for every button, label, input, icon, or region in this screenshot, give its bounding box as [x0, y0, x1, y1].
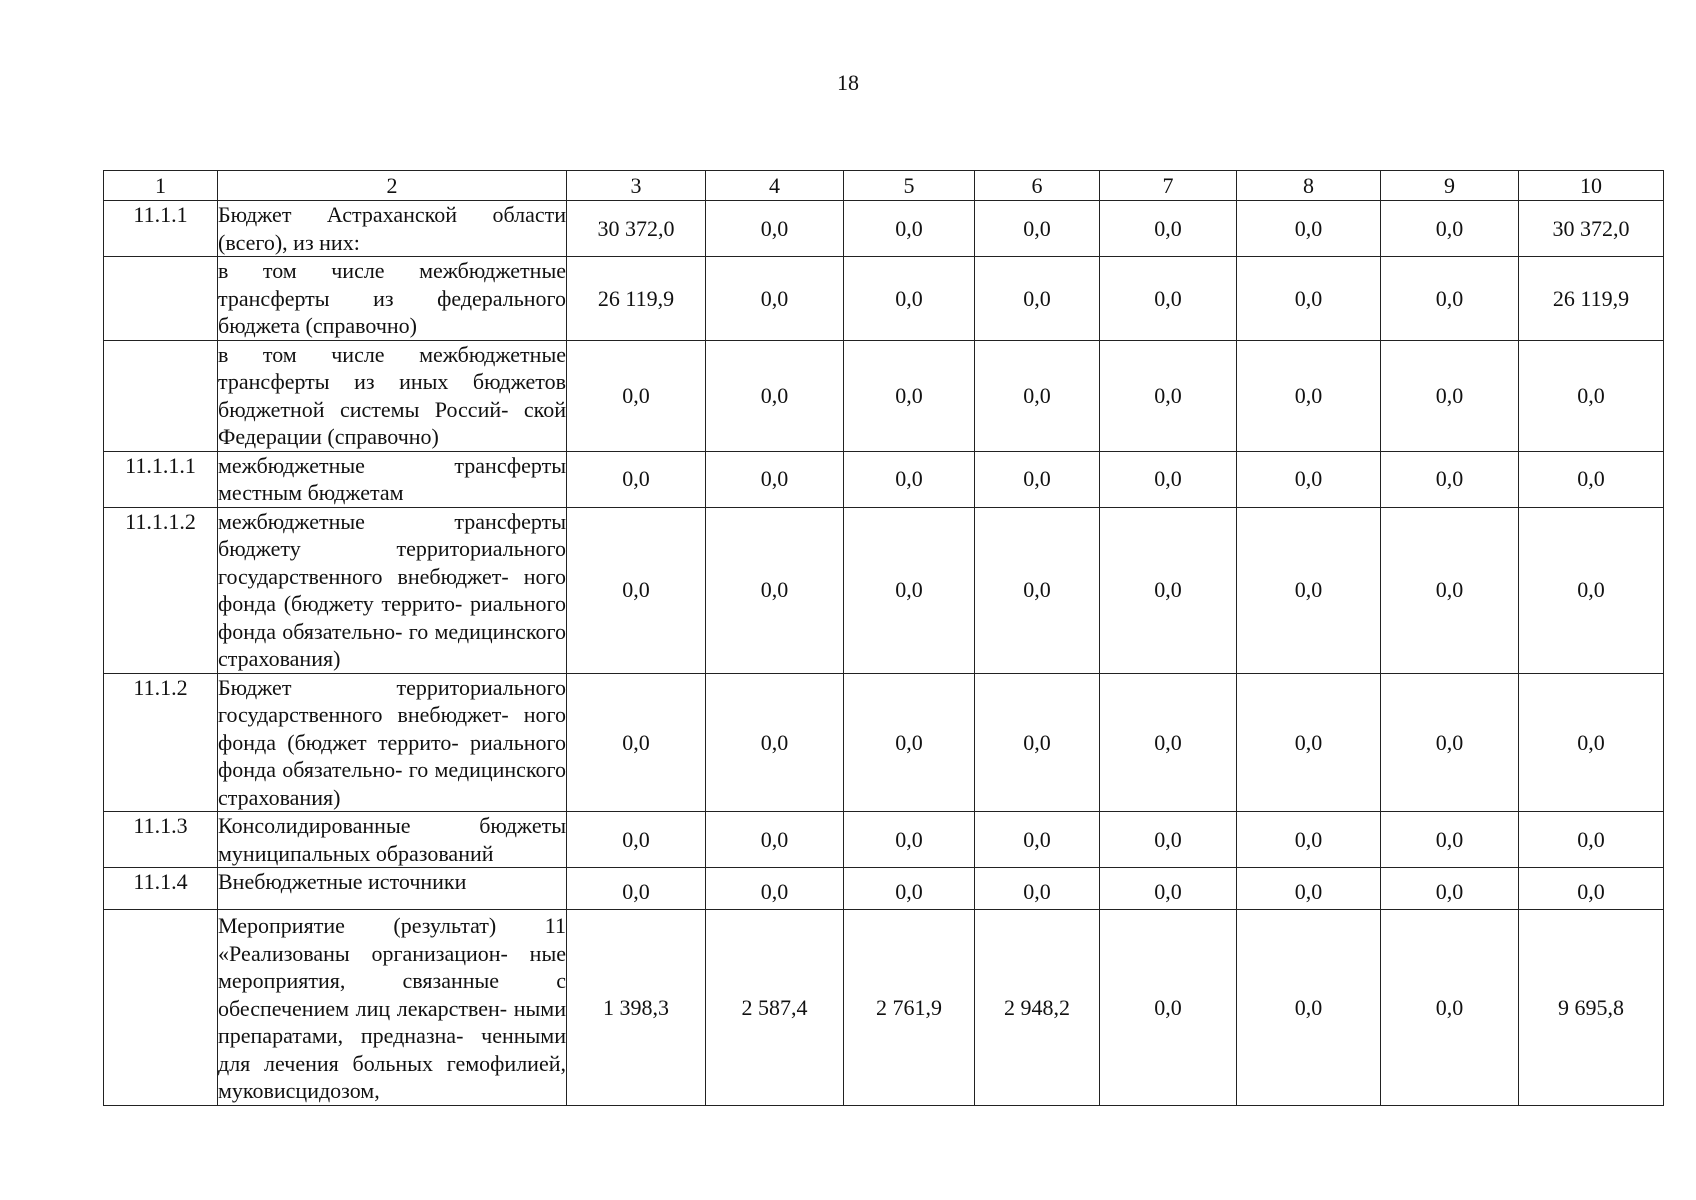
table-row [104, 673, 1664, 812]
cell-value: 0,0 [1381, 910, 1519, 1106]
cell-value: 0,0 [975, 257, 1100, 341]
column-header: 3 [567, 171, 706, 201]
cell-value: 0,0 [1237, 507, 1381, 673]
row-code: 11.1.1.2 [104, 507, 218, 673]
cell-value: 0,0 [567, 812, 706, 868]
cell-value: 0,0 [1237, 673, 1381, 812]
table-row [104, 812, 1664, 868]
row-code: 11.1.3 [104, 812, 218, 868]
cell-value: 0,0 [1381, 868, 1519, 910]
cell-value: 0,0 [1237, 910, 1381, 1106]
cell-value: 0,0 [567, 507, 706, 673]
cell-value: 0,0 [1519, 812, 1664, 868]
cell-value: 0,0 [1100, 451, 1237, 507]
cell-value: 0,0 [706, 507, 844, 673]
budget-table [103, 170, 1664, 1106]
cell-value: 0,0 [1381, 812, 1519, 868]
cell-value: 0,0 [1237, 257, 1381, 341]
cell-value: 30 372,0 [1519, 201, 1664, 257]
table-row [104, 340, 1664, 451]
cell-value: 0,0 [1100, 812, 1237, 868]
column-header: 9 [1381, 171, 1519, 201]
row-name: межбюджетные трансферты бюджету территориального государственного внебюджет- ного фонда (бюджету террито- риального фонда обязательно- го медицинского страхования) [218, 508, 566, 671]
column-header: 2 [218, 171, 567, 201]
page-number: 18 [837, 70, 859, 95]
cell-value: 0,0 [975, 673, 1100, 812]
column-header: 7 [1100, 171, 1237, 201]
cell-value: 26 119,9 [1519, 257, 1664, 341]
column-header: 10 [1519, 171, 1664, 201]
row-name: Консолидированные бюджеты муниципальных образований [218, 813, 566, 866]
cell-value: 0,0 [844, 340, 975, 451]
cell-value: 0,0 [975, 812, 1100, 868]
row-code: 11.1.4 [104, 868, 218, 910]
row-name: Бюджет Астраханской области (всего), из них: [218, 202, 566, 255]
cell-value: 0,0 [1381, 451, 1519, 507]
cell-value: 0,0 [1237, 201, 1381, 257]
column-header: 4 [706, 171, 844, 201]
cell-value: 2 948,2 [975, 910, 1100, 1106]
cell-value: 0,0 [1237, 868, 1381, 910]
row-code [104, 340, 218, 451]
cell-value: 30 372,0 [567, 201, 706, 257]
cell-value: 0,0 [1381, 340, 1519, 451]
table-row [104, 868, 1664, 910]
cell-value: 0,0 [706, 340, 844, 451]
cell-value: 0,0 [844, 507, 975, 673]
cell-value: 2 587,4 [706, 910, 844, 1106]
cell-value: 0,0 [1237, 812, 1381, 868]
row-name: Внебюджетные источники [218, 868, 567, 910]
cell-value: 0,0 [975, 201, 1100, 257]
cell-value: 0,0 [1100, 673, 1237, 812]
cell-value: 0,0 [706, 673, 844, 812]
cell-value: 0,0 [567, 340, 706, 451]
cell-value: 0,0 [1381, 507, 1519, 673]
row-name: межбюджетные трансферты местным бюджетам [218, 452, 566, 505]
cell-value: 26 119,9 [567, 257, 706, 341]
column-header: 1 [104, 171, 218, 201]
cell-value: 0,0 [844, 257, 975, 341]
cell-value: 0,0 [975, 507, 1100, 673]
cell-value: 0,0 [1100, 868, 1237, 910]
row-name: Мероприятие (результат) 11 «Реализованы организацион- ные мероприятия, связанные с обеспечением лиц лекарствен- ными препаратами, предназна- ченными для лечения больных гемофилией, муковисцидозом, [218, 910, 567, 1106]
cell-value: 0,0 [1519, 868, 1664, 910]
cell-value: 0,0 [567, 673, 706, 812]
row-code [104, 910, 218, 1106]
cell-value: 0,0 [1237, 340, 1381, 451]
table-row [104, 257, 1664, 341]
cell-value: 0,0 [706, 257, 844, 341]
cell-value: 0,0 [975, 868, 1100, 910]
cell-value: 0,0 [1519, 673, 1664, 812]
cell-value: 0,0 [706, 201, 844, 257]
cell-value: 0,0 [1100, 507, 1237, 673]
cell-value: 0,0 [1100, 340, 1237, 451]
row-code [104, 257, 218, 341]
cell-value: 0,0 [1519, 340, 1664, 451]
table-row [104, 451, 1664, 507]
cell-value: 0,0 [1237, 451, 1381, 507]
cell-value: 0,0 [1519, 507, 1664, 673]
row-code: 11.1.1 [104, 201, 218, 257]
cell-value: 0,0 [844, 673, 975, 812]
cell-value: 0,0 [844, 451, 975, 507]
cell-value: 0,0 [1381, 257, 1519, 341]
row-name: в том числе межбюджетные трансферты из федерального бюджета (справочно) [218, 258, 566, 338]
cell-value: 0,0 [975, 340, 1100, 451]
cell-value: 0,0 [844, 201, 975, 257]
cell-value: 0,0 [567, 451, 706, 507]
cell-value: 0,0 [706, 868, 844, 910]
cell-value: 0,0 [1100, 257, 1237, 341]
cell-value: 0,0 [975, 451, 1100, 507]
cell-value: 0,0 [1381, 673, 1519, 812]
cell-value: 0,0 [1100, 201, 1237, 257]
cell-value: 9 695,8 [1519, 910, 1664, 1106]
cell-value: 0,0 [567, 868, 706, 910]
table-row [104, 201, 1664, 257]
row-name: Бюджет территориального государственного внебюджет- ного фонда (бюджет террито- риального фонда обязательно- го медицинского страхования) [218, 674, 566, 810]
cell-value: 0,0 [1381, 201, 1519, 257]
row-code: 11.1.2 [104, 673, 218, 812]
column-header: 6 [975, 171, 1100, 201]
cell-value: 0,0 [706, 812, 844, 868]
cell-value: 2 761,9 [844, 910, 975, 1106]
cell-value: 0,0 [844, 868, 975, 910]
cell-value: 0,0 [1519, 451, 1664, 507]
cell-value: 0,0 [1100, 910, 1237, 1106]
cell-value: 0,0 [706, 451, 844, 507]
row-code: 11.1.1.1 [104, 451, 218, 507]
table-row [104, 910, 1664, 1106]
cell-value: 0,0 [844, 812, 975, 868]
cell-value: 1 398,3 [567, 910, 706, 1106]
header-row [104, 171, 1664, 201]
column-header: 8 [1237, 171, 1381, 201]
column-header: 5 [844, 171, 975, 201]
row-name: в том числе межбюджетные трансферты из иных бюджетов бюджетной системы Россий- ской Федерации (справочно) [218, 341, 566, 449]
table-row [104, 507, 1664, 673]
